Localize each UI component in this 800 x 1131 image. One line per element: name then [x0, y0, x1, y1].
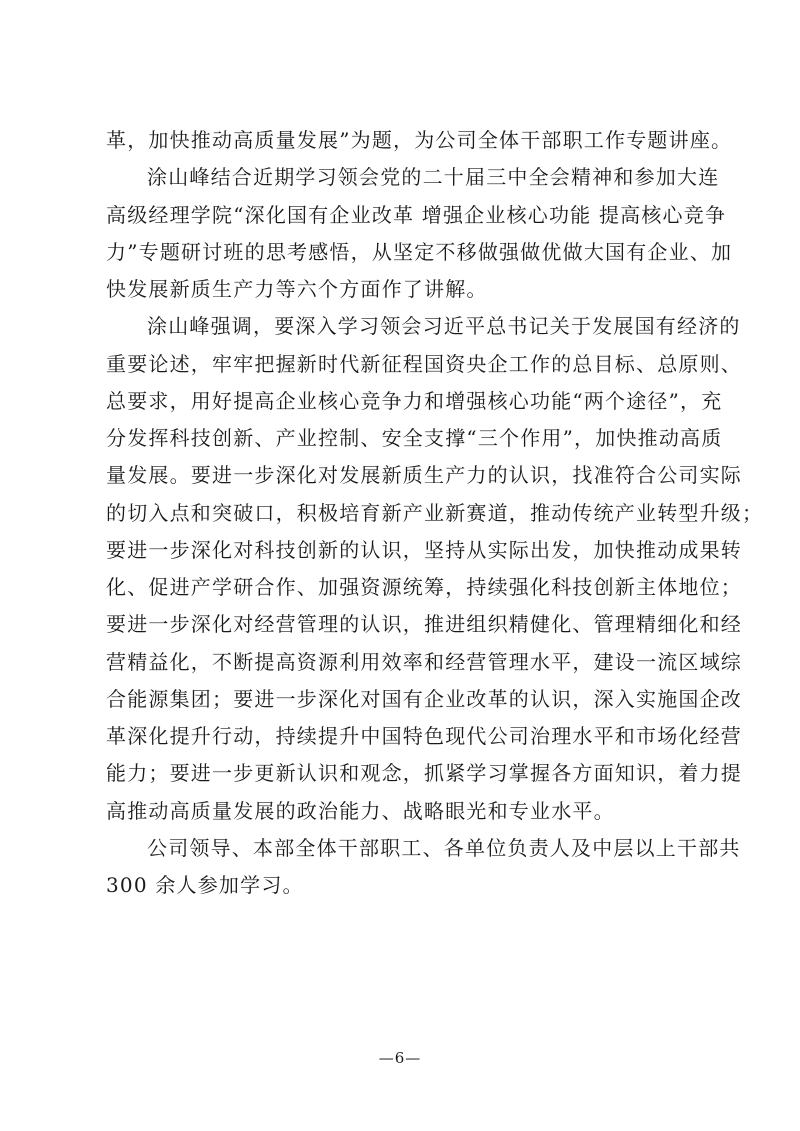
text-line: 重要论述，牢牢把握新时代新征程国资央企工作的总目标、总原则、	[106, 351, 742, 376]
text-line: 高级经理学院“深化国有企业改革 增强企业核心功能 提高核心竞争	[106, 202, 727, 227]
text-line: 量发展。要进一步深化对发展新质生产力的认识，找准符合公司实际	[106, 463, 742, 488]
text-line: 涂山峰强调，要深入学习领会习近平总书记关于发展国有经济的	[147, 314, 741, 339]
text-line: 营精益化，不断提高资源利用效率和经营管理水平，建设一流区域综	[106, 649, 742, 674]
text-line: 公司领导、本部全体干部职工、各单位负责人及中层以上干部共	[147, 835, 741, 860]
text-line: 300 余人参加学习。	[106, 873, 304, 897]
text-line: 高推动高质量发展的政治能力、战略眼光和专业水平。	[106, 798, 615, 823]
text-line: 革，加快推动高质量发展”为题，为公司全体干部职工作专题讲座。	[106, 128, 733, 152]
text-line: 要进一步深化对科技创新的认识，坚持从实际出发，加快推动成果转	[106, 537, 742, 562]
text-line: 化、促进产学研合作、加强资源统筹，持续强化科技创新主体地位；	[106, 575, 742, 599]
text-line: 涂山峰结合近期学习领会党的二十届三中全会精神和参加大连	[147, 165, 720, 190]
text-line: 力”专题研讨班的思考感悟，从坚定不移做强做优做大国有企业、加	[106, 239, 733, 264]
text-line: 的切入点和突破口，积极培育新产业新赛道，推动传统产业转型升级；	[106, 500, 764, 525]
document-body	[106, 122, 764, 904]
text-line: 合能源集团；要进一步深化对国有企业改革的认识，深入实施国企改	[106, 686, 742, 711]
text-line: 能力；要进一步更新认识和观念，抓紧学习掌握各方面知识，着力提	[106, 761, 742, 786]
text-line: 总要求，用好提高企业核心竞争力和增强核心功能“两个途径”，充	[106, 388, 723, 413]
text-line: 要进一步深化对经营管理的认识，推进组织精健化、管理精细化和经	[106, 612, 742, 637]
page-number: —6—	[378, 1049, 422, 1067]
text-line: 革深化提升行动，持续提升中国特色现代公司治理水平和市场化经营	[106, 724, 742, 748]
text-line: 快发展新质生产力等六个方面作了讲解。	[106, 277, 488, 301]
text-line: 分发挥科技创新、产业控制、安全支撑“三个作用”，加快推动高质	[106, 426, 723, 450]
